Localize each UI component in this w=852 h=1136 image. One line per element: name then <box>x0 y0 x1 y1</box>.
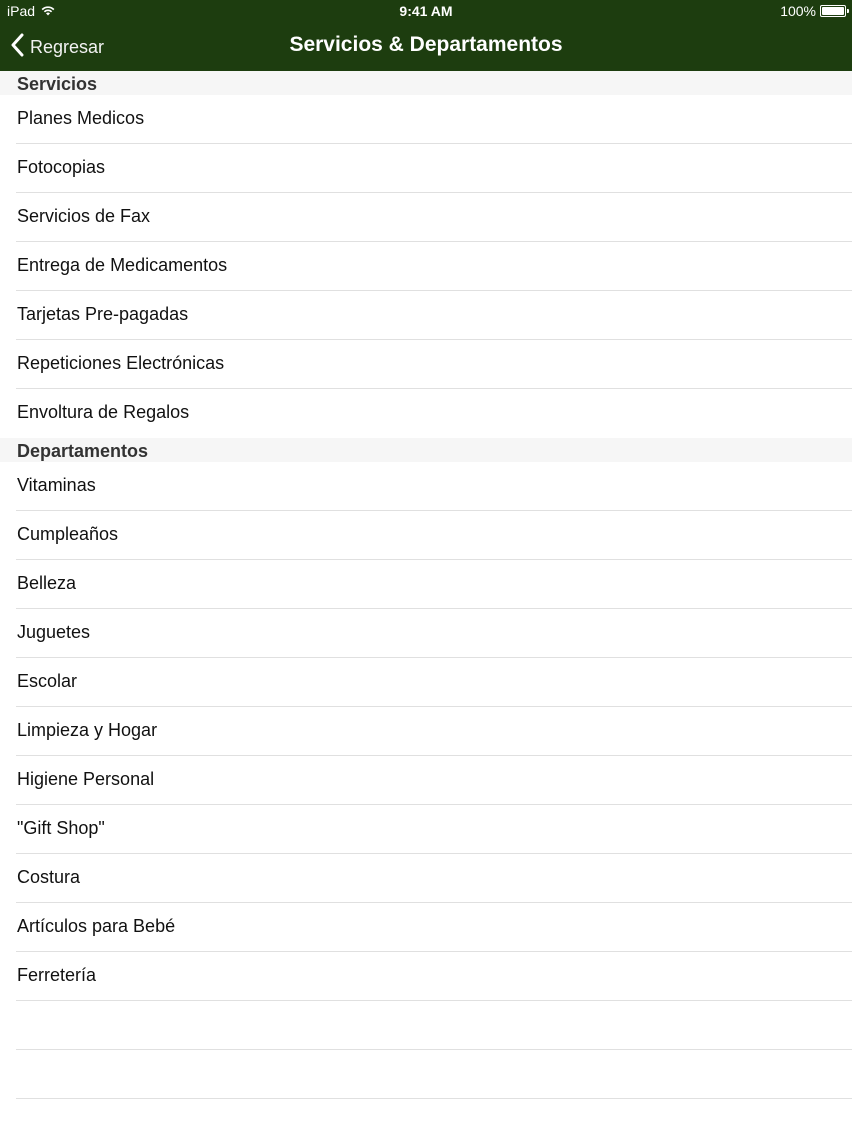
section-header-departamentos: Departamentos <box>0 438 852 462</box>
list-item[interactable] <box>0 805 852 854</box>
list-item-label: Entrega de Medicamentos <box>17 255 228 275</box>
list-item-label: Higiene Personal <box>17 769 155 789</box>
list-item[interactable] <box>0 462 852 511</box>
top-bar <box>0 0 852 71</box>
list-item-label: Cumpleaños <box>17 524 119 544</box>
list-item[interactable] <box>0 952 852 1001</box>
list-item-label: Costura <box>17 867 81 887</box>
list-item-label: Limpieza y Hogar <box>17 720 158 740</box>
list-item-label: Tarjetas Pre-pagadas <box>17 304 189 324</box>
list-item-label: Fotocopias <box>17 157 106 177</box>
table-view[interactable] <box>0 71 852 1099</box>
list-item[interactable] <box>0 903 852 952</box>
list-item[interactable] <box>0 609 852 658</box>
list-item[interactable] <box>0 242 852 291</box>
list-item-label: Escolar <box>17 671 78 691</box>
list-item[interactable] <box>0 340 852 389</box>
list-item-label: Ferretería <box>17 965 97 985</box>
battery-icon <box>820 5 846 17</box>
list-item-label: Servicios de Fax <box>17 206 151 226</box>
list-item[interactable] <box>0 560 852 609</box>
list-item[interactable] <box>0 707 852 756</box>
list-item-label: "Gift Shop" <box>17 818 105 838</box>
list-item[interactable] <box>0 756 852 805</box>
list-item[interactable] <box>0 511 852 560</box>
empty-table-row <box>0 1050 852 1099</box>
list-item[interactable] <box>0 95 852 144</box>
back-button-label: Regresar <box>30 36 105 57</box>
carrier-label: iPad <box>7 3 36 19</box>
list-item-label: Artículos para Bebé <box>17 916 176 936</box>
list-item[interactable] <box>0 389 852 438</box>
list-item[interactable] <box>0 658 852 707</box>
list-item-label: Belleza <box>17 573 77 593</box>
list-item-label: Juguetes <box>17 622 91 642</box>
battery-percent: 100% <box>780 3 816 19</box>
empty-table-row <box>0 1001 852 1050</box>
list-item-label: Vitaminas <box>17 475 96 495</box>
list-item[interactable] <box>0 193 852 242</box>
list-item-label: Planes Medicos <box>17 108 145 128</box>
battery-group <box>780 3 846 19</box>
list-item[interactable] <box>0 291 852 340</box>
status-bar <box>0 0 852 24</box>
page-title: Servicios & Departamentos <box>289 33 563 56</box>
list-item-label: Repeticiones Electrónicas <box>17 353 225 373</box>
list-item[interactable] <box>0 854 852 903</box>
section-header-servicios: Servicios <box>0 71 852 95</box>
list-item[interactable] <box>0 144 852 193</box>
navigation-bar <box>0 24 852 71</box>
list-item-label: Envoltura de Regalos <box>17 402 190 422</box>
status-time: 9:41 AM <box>399 3 453 19</box>
